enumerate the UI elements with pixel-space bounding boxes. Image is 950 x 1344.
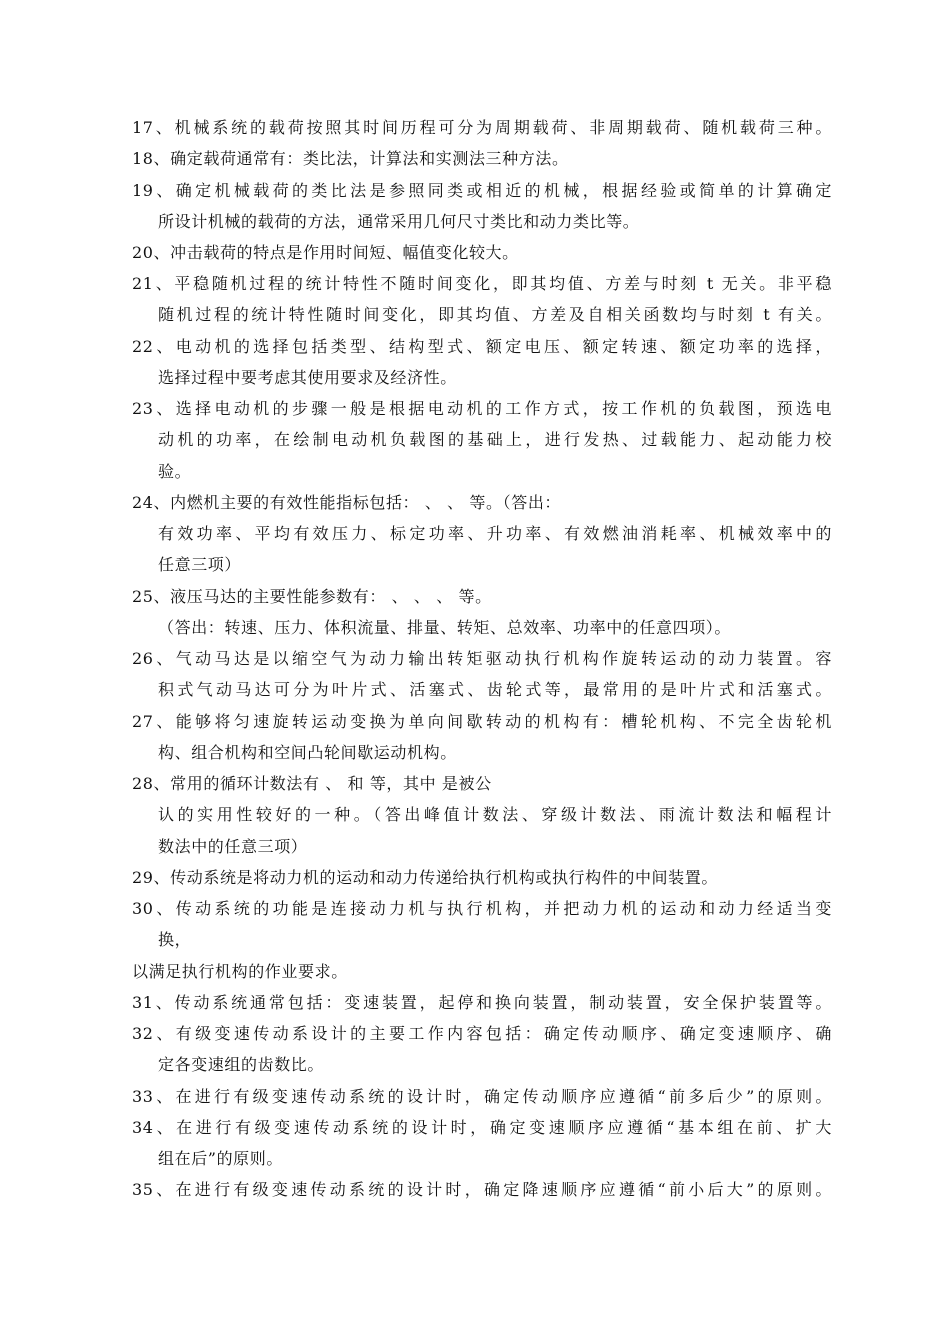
item-33: 33、在进行有级变速传动系统的设计时，确定传动顺序应遵循“前多后少”的原则。	[132, 1087, 832, 1106]
item-27-line-2: 构、组合机构和空间凸轮间歇运动机构。	[158, 743, 457, 762]
item-35: 35、在进行有级变速传动系统的设计时，确定降速顺序应遵循“前小后大”的原则。	[132, 1180, 832, 1199]
item-31: 31、传动系统通常包括：变速装置，起停和换向装置，制动装置，安全保护装置等。	[132, 993, 832, 1012]
item-17: 17、机械系统的载荷按照其时间历程可分为周期载荷、非周期载荷、随机载荷三种。	[132, 118, 832, 137]
item-19-line-2: 所设计机械的载荷的方法，通常采用几何尺寸类比和动力类比等。	[158, 212, 640, 231]
item-25-line-2: （答出：转速、压力、体积流量、排量、转矩、总效率、功率中的任意四项）。	[158, 618, 732, 637]
item-20: 20、冲击载荷的特点是作用时间短、幅值变化较大。	[132, 243, 519, 262]
item-27-line-1: 27、能够将匀速旋转运动变换为单向间歇转动的机构有：槽轮机构、不完全齿轮机	[132, 712, 832, 731]
item-32-line-2: 定各变速组的齿数比。	[158, 1055, 325, 1074]
item-21-line-2: 随机过程的统计特性随时间变化，即其均值、方差及自相关函数均与时刻 t 有关。	[158, 305, 832, 324]
item-18: 18、确定载荷通常有：类比法，计算法和实测法三种方法。	[132, 149, 569, 168]
item-25-line-1: 25、液压马达的主要性能参数有： 、 、 、 等。	[132, 587, 492, 606]
item-22-line-2: 选择过程中要考虑其使用要求及经济性。	[158, 368, 457, 387]
item-24-line-1: 24、内燃机主要的有效性能指标包括： 、 、 等。（答出：	[132, 493, 562, 512]
item-23-line-1: 23、选择电动机的步骤一般是根据电动机的工作方式，按工作机的负载图，预选电	[132, 399, 832, 418]
item-23-line-2: 动机的功率，在绘制电动机负载图的基础上，进行发热、过载能力、起动能力校	[158, 430, 832, 449]
item-21-line-1: 21、平稳随机过程的统计特性不随时间变化，即其均值、方差与时刻 t 无关。非平稳	[132, 274, 832, 293]
item-30-line-2: 换，	[158, 930, 192, 949]
item-29: 29、传动系统是将动力机的运动和动力传递给执行机构或执行构件的中间装置。	[132, 868, 718, 887]
item-22-line-1: 22、电动机的选择包括类型、结构型式、额定电压、额定转速、额定功率的选择，	[132, 337, 832, 356]
item-32-line-1: 32、有级变速传动系设计的主要工作内容包括：确定传动顺序、确定变速顺序、确	[132, 1024, 832, 1043]
item-28-line-2: 认的实用性较好的一种。（答出峰值计数法、穿级计数法、雨流计数法和幅程计	[158, 805, 832, 824]
item-28-line-3: 数法中的任意三项）	[158, 837, 308, 856]
item-26-line-1: 26、气动马达是以缩空气为动力输出转矩驱动执行机构作旋转运动的动力装置。容	[132, 649, 832, 668]
item-30-line-1: 30、传动系统的功能是连接动力机与执行机构，并把动力机的运动和动力经适当变	[132, 899, 832, 918]
item-34-line-2: 组在后”的原则。	[158, 1149, 283, 1168]
item-26-line-2: 积式气动马达可分为叶片式、活塞式、齿轮式等，最常用的是叶片式和活塞式。	[158, 680, 832, 699]
item-24-line-2: 有效功率、平均有效压力、标定功率、升功率、有效燃油消耗率、机械效率中的	[158, 524, 832, 543]
item-28-line-1: 28、常用的循环计数法有 、 和 等，其中 是被公	[132, 774, 492, 793]
item-23-line-3: 验。	[158, 462, 192, 481]
item-30-line-3: 以满足执行机构的作业要求。	[132, 962, 348, 981]
item-19-line-1: 19、确定机械载荷的类比法是参照同类或相近的机械，根据经验或简单的计算确定	[132, 181, 832, 200]
item-34-line-1: 34、在进行有级变速传动系统的设计时，确定变速顺序应遵循“基本组在前、扩大	[132, 1118, 832, 1137]
item-24-line-3: 任意三项）	[158, 555, 242, 574]
